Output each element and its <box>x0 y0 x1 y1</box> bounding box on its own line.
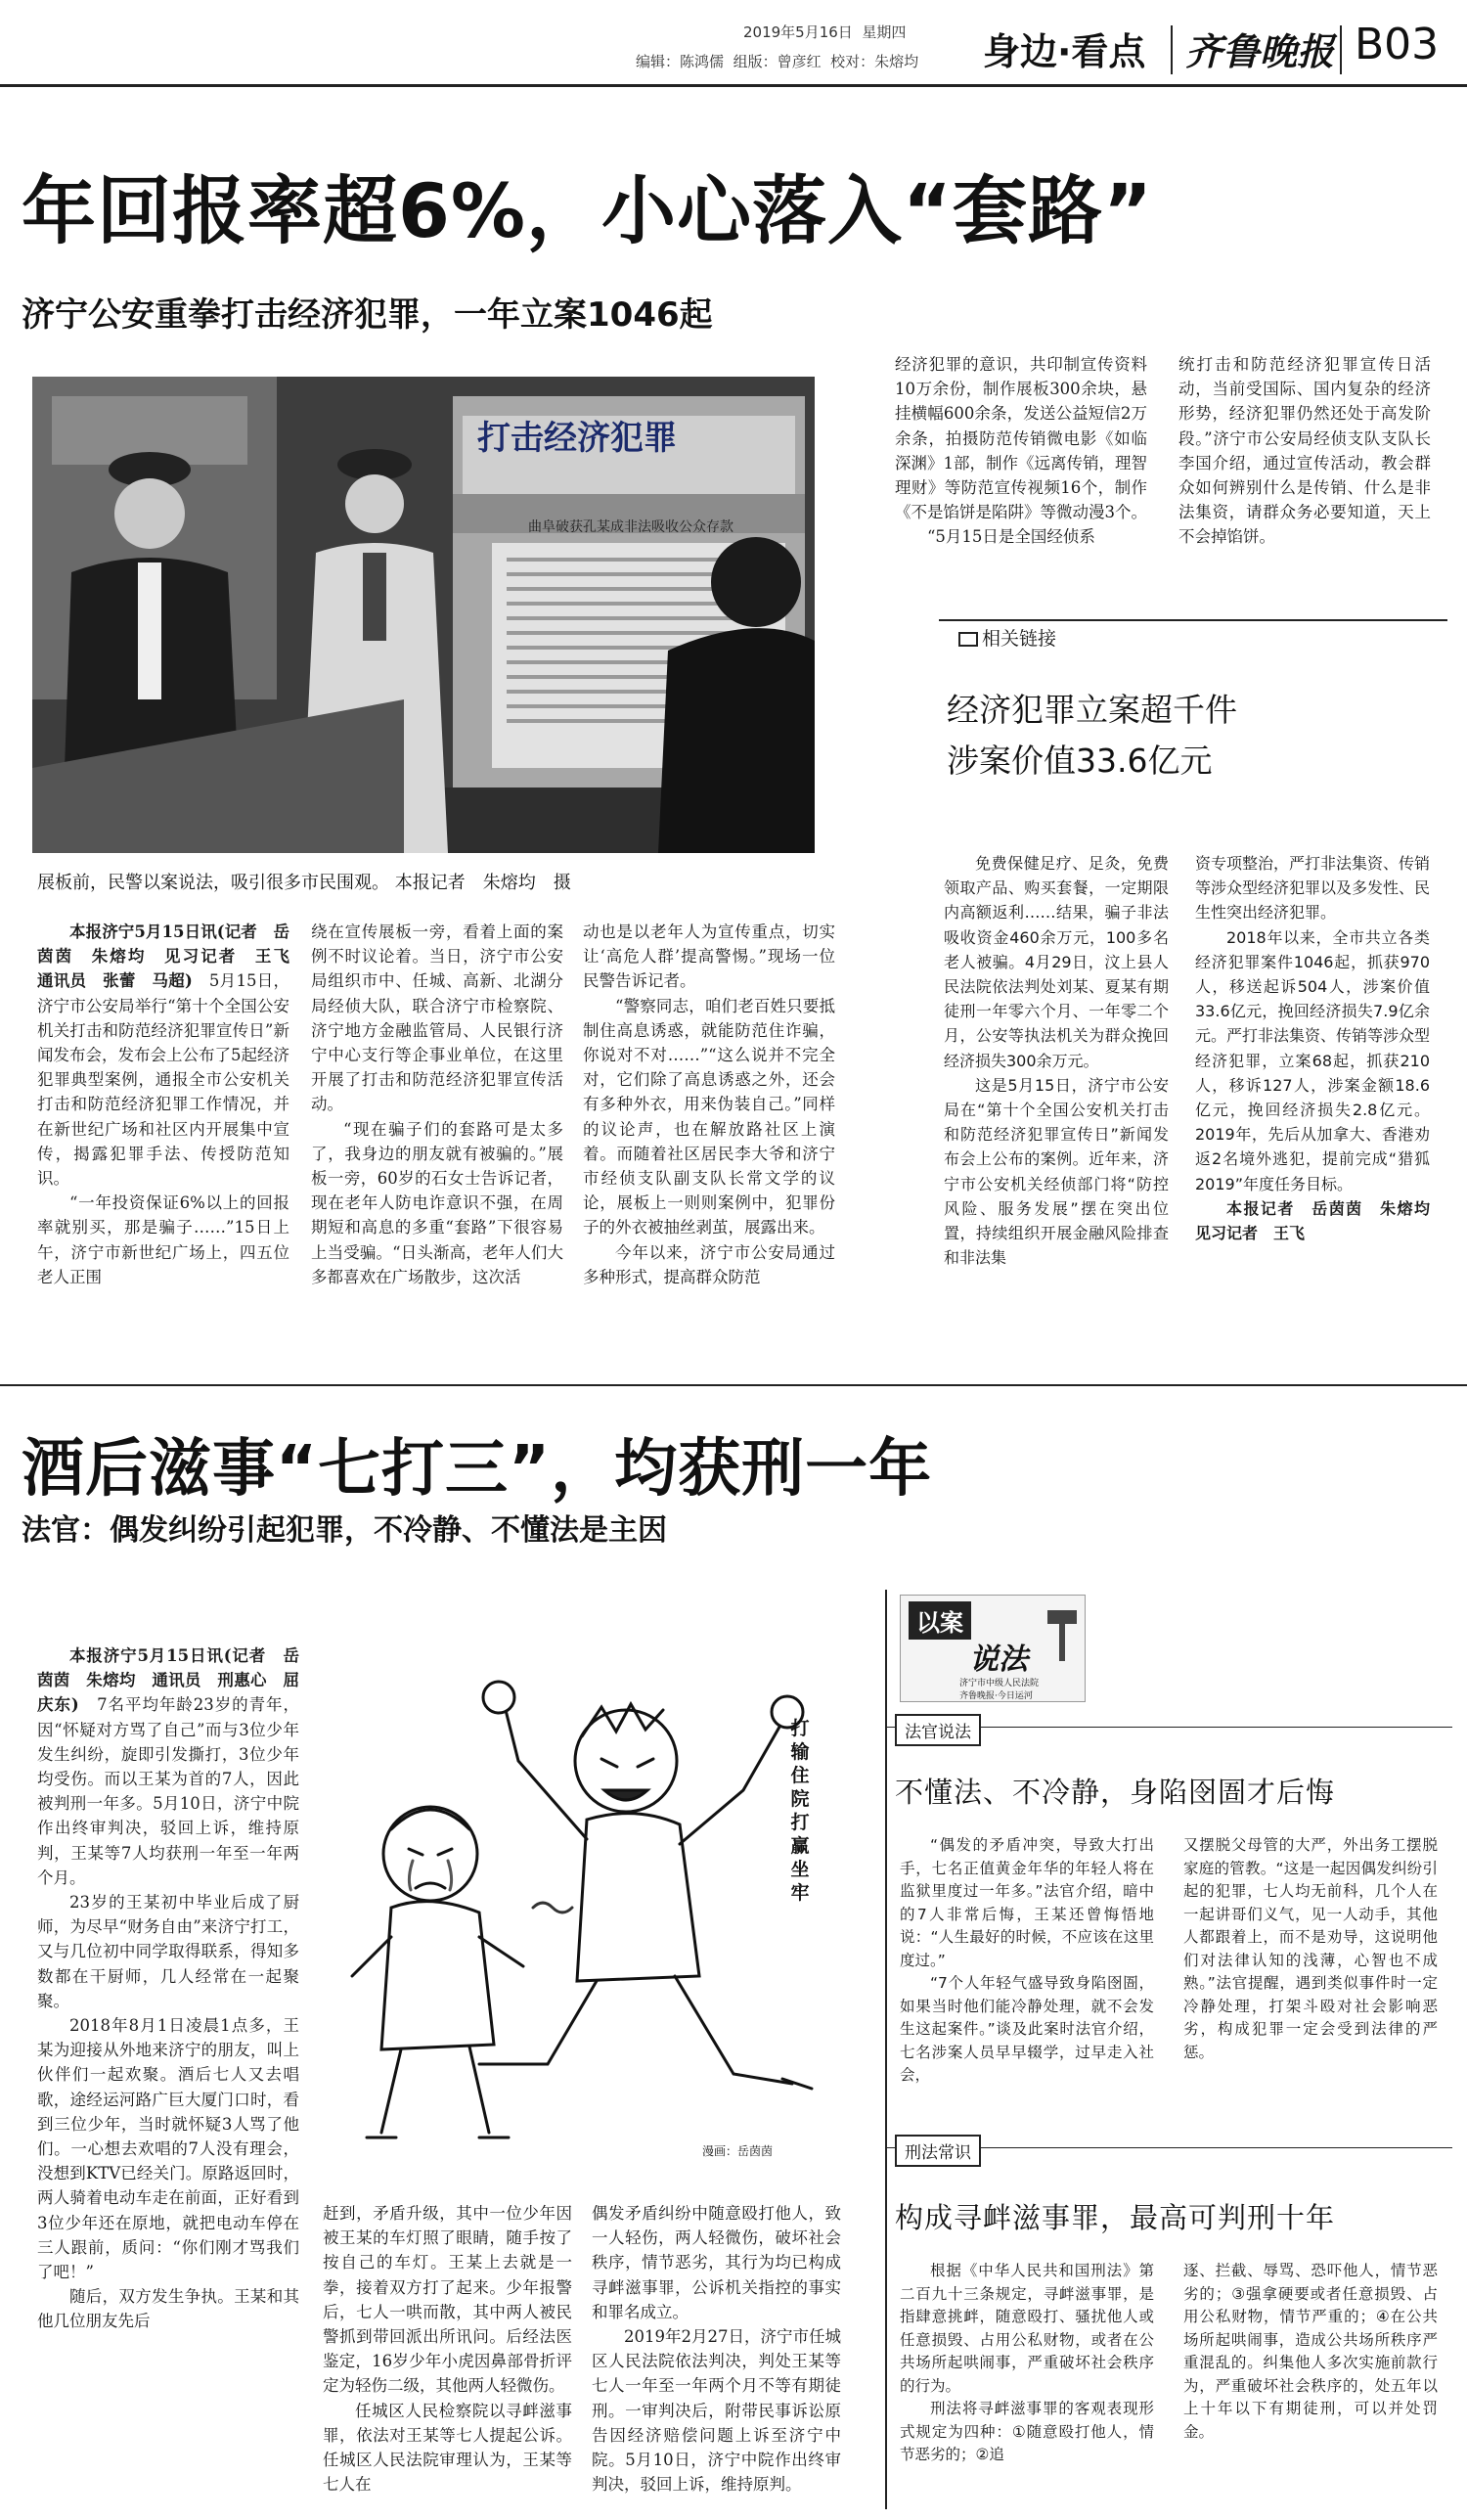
news-photo <box>32 377 815 853</box>
sidebar-paragraph: “偶发的矛盾冲突，导致大打出手，七名正值黄金年华的年轻人将在监狱里度过一年多。”法官介绍，暗中的7人非常后悔，王某还曾悔悟地说：“人生最好的时候，不应该在这里度过。” <box>900 1836 1154 1969</box>
related-paragraph: 资专项整治，严打非法集资、传销等涉众型经济犯罪以及多发性、民生性突出经济犯罪。 <box>1195 854 1431 922</box>
story2-paragraph: 任城区人民检察院以寻衅滋事罪，依法对王某等七人提起公诉。任城区人民法院审理认为，王某等七人在 <box>323 2401 572 2495</box>
sidebar-column-c <box>900 2260 1154 2509</box>
story1-paragraph: 绕在宣传展板一旁，看着上面的案例不时议论着。当日，济宁市公安局组织市中、任城、高新、北湖分局经侦大队，联合济宁市检察院、济宁地方金融监管局、人民银行济宁中心支行等企事业单位，在这里开展了打击和防范经济犯罪宣传活动。 <box>311 922 563 1114</box>
story1-paragraph: “现在骗子们的套路可是太多了，我身边的朋友就有被骗的。”展板一旁，60岁的石女士告诉记者，现在老年人防电诈意识不强，在周期短和高息的多重“套路”下很容易上当受骗。“日头渐高，老年人们大多都喜欢在广场散步，这次活 <box>311 1119 563 1286</box>
masthead-divider <box>1171 25 1173 74</box>
story1-column-5 <box>1178 352 1431 587</box>
cartoon-illustration <box>323 1643 841 2172</box>
sidebar-column-b <box>1183 1834 1438 2133</box>
story2-paragraph: 随后，双方发生争执。王某和其他几位朋友先后 <box>37 2287 299 2331</box>
photo-board-title: 打击经济犯罪 <box>477 419 677 458</box>
related-column-1 <box>944 851 1169 1477</box>
story1-subheadline: 济宁公安重拳打击经济犯罪，一年立案1046起 <box>22 295 713 335</box>
sidebar-column-d <box>1183 2260 1438 2509</box>
cartoon-credit: 漫画：岳茵茵 <box>702 2144 774 2158</box>
related-column-2 <box>1195 851 1446 1477</box>
story1-dateline: 本报济宁5月15日讯(记者 岳茵茵 朱熔均 见习记者 王飞 通讯员 张蕾 马超) <box>37 922 306 991</box>
section-divider <box>0 1384 1467 1386</box>
related-paragraph: 免费保健足疗、足灸，免费领取产品、购买套餐，一定期限内高额返利……结果，骗子非法吸收资金460余万元，100多名老人被骗。4月29日，汶上县人民法院依法判处刘某、夏某有期徒刑一年零六个月、一年零二个月，公安等执法机关为群众挽回经济损失300余万元。 <box>944 854 1169 1070</box>
paper-logo: 齐鲁晚报 <box>1185 29 1335 73</box>
sidebar-paragraph: 又摆脱父母管的大严，外出务工摆脱家庭的管教。“这是一起因偶发纠纷引起的犯罪，七人均无前科，几个人在一起讲哥们义气，见一人动手，其他人都跟着上，而不是劝导，这说明他们对法律认知的浅薄，心智也不成熟。”法官提醒，遇到类似事件时一定冷静处理，打架斗殴对社会影响恶劣，构成犯罪一定会受到法律的严惩。 <box>1183 1836 1438 2061</box>
story2-column-2 <box>323 2201 572 2504</box>
related-byline: 本报记者 岳茵茵 朱熔均 见习记者 王飞 <box>1195 1198 1446 1243</box>
case-column-logo <box>900 1595 1086 1702</box>
related-title: 经济犯罪立案超千件 涉案价值33.6亿元 <box>947 691 1237 780</box>
sidebar-paragraph: “7个人年轻气盛导致身陷囹圄，如果当时他们能冷静处理，就不会发生这起案件。”谈及此案时法官介绍，七名涉案人员早早辍学，过早走入社会， <box>900 1974 1154 2084</box>
story2-paragraph: 2018年8月1日凌晨1点多，王某为迎接从外地来济宁的朋友，叫上伙伴们一起欢聚。酒后七人又去唱歌，途经运河路广巨大厦门口时，看到三位少年，当时就怀疑3人骂了他们。一心想去欢唱的7人没有理会，没想到KTV已经关门。原路返回时，两人骑着电动车走在前面，正好看到3位少年还在原地，就把电动车停在三人跟前，质问：“你们刚才骂我们了吧！” <box>37 2016 299 2282</box>
logo-main-text: 以案 <box>909 1601 971 1640</box>
story1-column-4 <box>895 352 1147 587</box>
sidebar-column-a <box>900 1834 1154 2133</box>
sidebar-paragraph: 根据《中华人民共和国刑法》第二百九十三条规定，寻衅滋事罪，是指肆意挑衅，随意殴打、骚扰他人或任意损毁、占用公私财物，或者在公共场所起哄闹事，严重破坏社会秩序的行为。 <box>900 2262 1154 2395</box>
photo-caption: 展板前，民警以案说法，吸引很多市民围观。 本报记者 朱熔均 摄 <box>37 873 571 893</box>
masthead-rule <box>0 84 1467 87</box>
story2-paragraph: 偶发矛盾纠纷中随意殴打他人，致一人轻伤，两人轻微伤，破坏社会秩序，情节恶劣，其行为均已构成寻衅滋事罪，公诉机关指控的事实和罪名成立。 <box>592 2204 841 2321</box>
logo-org-2: 齐鲁晚报·今日运河 <box>959 1691 1033 1701</box>
story2-column-3 <box>592 2201 841 2504</box>
logo-sub-text: 说法 <box>969 1642 1028 1677</box>
sidebar-rule <box>885 1590 887 2509</box>
story2-column-1 <box>37 1643 299 2504</box>
issue-date: 2019年5月16日 星期四 <box>743 23 907 41</box>
story2-paragraph: 23岁的王某初中毕业后成了厨师，为尽早“财务自由”来济宁打工，又与几位初中同学取得联系，得知多数都在干厨师，几人经常在一起聚聚。 <box>37 1893 299 2010</box>
story1-paragraph: 统打击和防范经济犯罪宣传日活动，当前受国际、国内复杂的经济形势，经济犯罪仍然还处于高发阶段。”济宁市公安局经侦支队支队长李国介绍，通过宣传活动，教会群众如何辨别什么是传销、什么是非法集资，请群众务必要知道，天上不会掉馅饼。 <box>1178 355 1431 547</box>
story1-paragraph: “警察同志，咱们老百姓只要抵制住高息诱惑，就能防范住诈骗，你说对不对……”“这么说并不完全对，它们除了高息诱惑之外，还会有多种外衣，用来伪装自己。”同样的议论声，也在解放路社区上演着。而随着社区居民李大爷和济宁市经侦支队副支队长常文学的议论，展板上一则则案例中，犯罪份子的外衣被抽丝剥茧，展露出来。 <box>583 996 835 1238</box>
related-paragraph: 2018年以来，全市共立各类经济犯罪案件1046起，抓获970人，移送起诉504人，涉案价值33.6亿元，挽回经济损失7.9亿余元。严打非法集资、传销等涉众型经济犯罪，立案68起，抓获210人，移诉127人，涉案金额18.6亿元，挽回经济损失2.8亿元。2019年，先后从加拿大、香港劝返2名境外逃犯，提前完成“猎狐2019”年度任务目标。 <box>1195 927 1431 1193</box>
story2-subheadline: 法官：偶发纠纷引起犯罪，不冷静、不懂法是主因 <box>22 1513 667 1548</box>
staff-credits: 编辑：陈鸿儒 组版：曾彦红 校对：朱熔均 <box>636 53 919 70</box>
logo-org-1: 济宁市中级人民法院 <box>959 1679 1040 1688</box>
section-title: 身边·看点 <box>983 30 1146 73</box>
gavel-icon <box>1043 1605 1082 1664</box>
related-box-icon <box>958 632 978 647</box>
sidebar-title-2: 构成寻衅滋事罪，最高可判刑十年 <box>895 2201 1336 2234</box>
story1-paragraph: “一年投资保证6%以上的回报率就别买，那是骗子……”15日上午，济宁市新世纪广场上，四五位老人正围 <box>37 1193 289 1286</box>
story2-dateline: 本报济宁5月15日讯(记者 岳茵茵 朱熔均 通讯员 刑惠心 屈庆东) <box>37 1646 299 1715</box>
tag-criminal-law: 刑法常识 <box>895 2135 981 2167</box>
story1-column-3 <box>583 920 835 1448</box>
story1-column-1 <box>37 920 306 1448</box>
story1-paragraph: 5月15日，济宁市公安局举行“第十个全国公安机关打击和防范经济犯罪宣传日”新闻发布会，发布会上公布了5起经济犯罪典型案例，通报全市公安机关打击和防范经济犯罪工作情况，并在新世纪广场和社区内开展集中宣传，揭露犯罪手法、传授防范知识。 <box>37 971 290 1189</box>
sidebar-paragraph: 刑法将寻衅滋事罪的客观表现形式规定为四种：①随意殴打他人，情节恶劣的；②追 <box>900 2400 1154 2463</box>
page-number: B03 <box>1355 20 1440 69</box>
tag-judge-says: 法官说法 <box>895 1714 981 1746</box>
story1-paragraph: “5月15日是全国经侦系 <box>927 527 1095 547</box>
story2-paragraph: 赶到，矛盾升级，其中一位少年因被王某的车灯照了眼睛，随手按了按自己的车灯。王某上去就是一拳，接着双方打了起来。少年报警后，七人一哄而散，其中两人被民警抓到带回派出所讯问。后经法医鉴定，16岁少年小虎因鼻部骨折评定为轻伤二级，其他两人轻微伤。 <box>323 2204 572 2396</box>
story2-paragraph: 2019年2月27日，济宁市任城区人民法院依法判决，判处王某等七人一年至一年两个月不等有期徒刑。一审判决后，附带民事诉讼原告因经济赔偿问题上诉至济宁中院。5月10日，济宁中院作出终审判决，驳回上诉，维持原判。 <box>592 2327 841 2495</box>
masthead-divider-2 <box>1340 25 1342 74</box>
related-paragraph: 这是5月15日，济宁市公安局在“第十个全国公安机关打击和防范经济犯罪宣传日”新闻发布会上公布的案例。近年来，济宁市公安机关经侦部门将“防控风险、服务发展”摆在突出位置，持续组织开展金融风险排查和非法集 <box>944 1075 1169 1268</box>
story1-paragraph: 今年以来，济宁市公安局通过多种形式，提高群众防范 <box>583 1242 835 1286</box>
story1-paragraph: 经济犯罪的意识，共印制宣传资料10万余份，制作展板300余块，悬挂横幅600余条，发送公益短信2万余条，拍摄防范传销微电影《如临深渊》1部，制作《远离传销，理智理财》等防范宣传视频16个，制作《不是馅饼是陷阱》等微动漫3个。 <box>895 355 1147 522</box>
related-tag: 相关链接 <box>958 624 1056 651</box>
story1-column-2 <box>311 920 563 1448</box>
sidebar-paragraph: 逐、拦截、辱骂、恐吓他人，情节恶劣的；③强拿硬要或者任意损毁、占用公私财物，情节严重的；④在公共场所起哄闹事，造成公共场所秩序严重混乱的。纠集他人多次实施前款行为，严重破坏社会秩序的，处五年以上十年以下有期徒刑，可以并处罚金。 <box>1183 2262 1438 2441</box>
story2-paragraph: 7名平均年龄23岁的青年，因“怀疑对方骂了自己”而与3位少年发生纠纷，旋即引发撕打，3位少年均受伤。而以王某为首的7人，因此被判刑一年多。5月10日，济宁中院作出终审判决，驳回上诉，维持原判，王某等7人均获刑一年至一年两个月。 <box>37 1695 300 1887</box>
cartoon-caption: 打输住院 打赢坐牢 <box>790 1718 828 1904</box>
related-rule <box>939 619 1447 621</box>
photo-board-subtitle: 曲阜破获孔某成非法吸收公众存款 <box>528 519 734 535</box>
story2-headline: 酒后滋事“七打三”，均获刑一年 <box>22 1433 933 1506</box>
story1-headline: 年回报率超6%，小心落入“套路” <box>22 167 1153 254</box>
story1-paragraph: 动也是以老年人为宣传重点，切实让‘高危人群’提高警惕。”现场一位民警告诉记者。 <box>583 922 835 991</box>
sidebar-title-1: 不懂法、不冷静，身陷囹圄才后悔 <box>895 1776 1336 1809</box>
